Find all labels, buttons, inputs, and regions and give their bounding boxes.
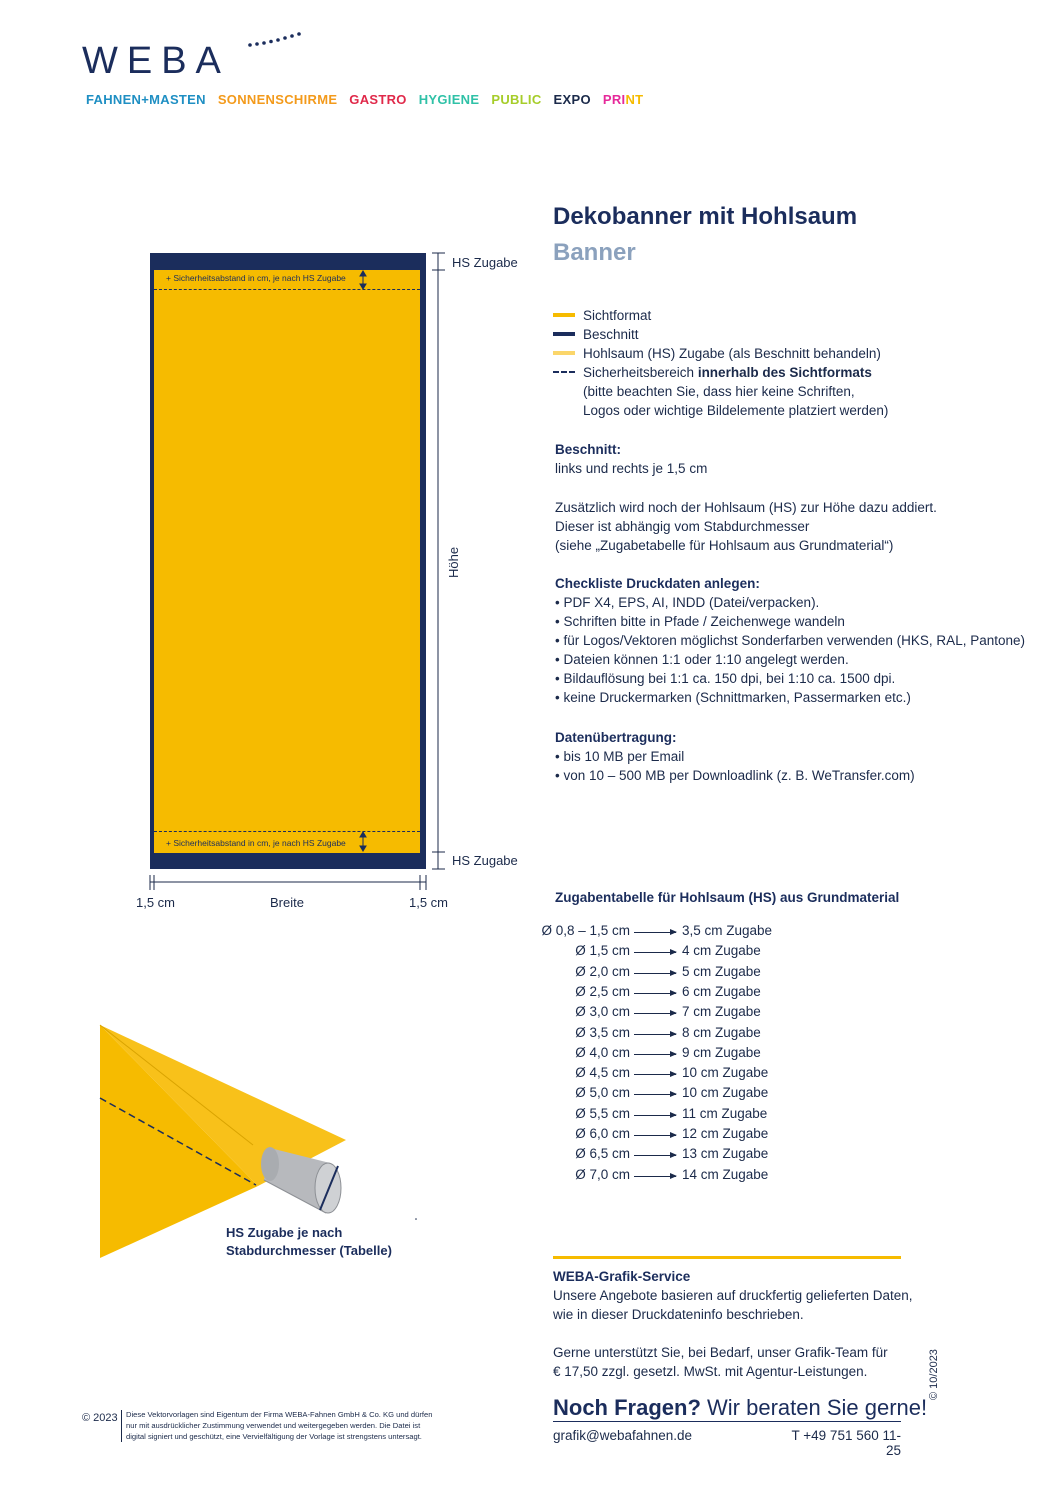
zugabe-cell: 5 cm Zugabe [682,963,761,979]
category-fahnen-masten[interactable]: FAHNEN+MASTEN [86,92,206,107]
question-rest: Wir beraten Sie gerne! [700,1395,928,1420]
diameter-cell: Ø 5,0 cm [575,1085,630,1101]
diameter-cell: Ø 4,0 cm [575,1044,630,1060]
arrow-right-icon [634,1176,676,1177]
left-dim-label: 1,5 cm [136,895,176,910]
table-row [540,1167,780,1187]
list-item: • keine Druckermarken (Schnittmarken, Passermarken etc.) [555,690,911,705]
question-bold: Noch Fragen? [553,1395,701,1420]
hs-zugabe-bottom-label: HS Zugabe [452,853,518,868]
hs-caption [226,1224,392,1260]
zugabe-cell: 12 cm Zugabe [682,1126,769,1141]
diameter-cell: Ø 4,5 cm [575,1065,630,1081]
hoehe-label: Höhe [446,546,461,578]
safety-label-bottom: + Sicherheitsabstand in cm, je nach HS Zugabe [166,838,346,848]
diameter-cell: Ø 5,5 cm [575,1105,630,1121]
list-item: • PDF X4, EPS, AI, INDD (Datei/verpacken). [555,595,820,610]
contact-divider [553,1421,901,1422]
breite-label: Breite [270,895,304,910]
diameter-cell: Ø 1,5 cm [575,943,630,959]
zugabe-table-title: Zugabentabelle für Hohlsaum (HS) aus Grundmaterial [555,890,900,905]
legend-label: Beschnitt [583,327,639,342]
diameter-cell: Ø 3,5 cm [575,1024,630,1040]
list-item: • Bildauflösung bei 1:1 ca. 150 dpi, bei 1:10 ca. 1500 dpi. [555,671,896,686]
arrow-right-icon [634,1135,676,1136]
zugabe-cell: 4 cm Zugabe [682,943,761,959]
service-heading: WEBA-Grafik-Service [553,1269,691,1284]
zusatz-line: Dieser ist abhängig vom Stabdurchmesser [555,519,810,534]
diameter-cell: Ø 7,0 cm [575,1166,630,1182]
right-dim-label: 1,5 cm [409,895,449,910]
hs-zugabe-top-label: HS Zugabe [452,255,518,270]
table-row [540,1085,780,1105]
zugabe-cell: 6 cm Zugabe [682,983,761,999]
hs-caption-line: HS Zugabe je nach [226,1225,343,1240]
service-line: Gerne unterstützt Sie, bei Bedarf, unser Grafik-Team für [553,1345,888,1360]
table-row [540,1025,780,1045]
table-row [540,1045,780,1065]
checkliste-heading: Checkliste Druckdaten anlegen: [555,576,760,591]
list-item: • Dateien können 1:1 oder 1:10 angelegt werden. [555,652,849,667]
diameter-cell: Ø 2,5 cm [575,983,630,999]
category-print-part-2: NT [625,92,644,107]
category-print-part-1: PRI [602,92,626,107]
table-row [540,1004,780,1024]
zugabe-cell: 11 cm Zugabe [682,1105,768,1121]
list-item: • bis 10 MB per Email [555,749,685,764]
table-row [540,923,780,943]
safety-label-top: + Sicherheitsabstand in cm, je nach HS Zugabe [166,273,346,283]
legal-notice [126,1409,446,1442]
arrow-right-icon [634,993,676,994]
diameter-cell: Ø 0,8 – 1,5 cm [541,923,630,938]
zusatz-line: (siehe „Zugabetabelle für Hohlsaum aus Grundmaterial“) [555,538,894,553]
safety-note: Logos oder wichtige Bildelemente platziert werden) [583,403,889,418]
table-row [540,943,780,963]
datenuebertragung-heading: Datenübertragung: [555,730,677,745]
safety-note: (bitte beachten Sie, dass hier keine Schriften, [583,384,855,399]
arrow-right-icon [634,1074,676,1075]
table-row [540,984,780,1004]
hs-caption-line: Stabdurchmesser (Tabelle) [226,1243,392,1258]
diameter-cell: Ø 2,0 cm [575,963,630,979]
service-section [553,1267,913,1381]
diameter-cell: Ø 6,0 cm [575,1126,630,1141]
arrow-right-icon [634,1054,676,1055]
arrow-right-icon [634,952,676,953]
diameter-cell: Ø 3,0 cm [575,1004,630,1020]
diameter-cell: Ø 6,5 cm [575,1146,630,1162]
zugabe-cell: 7 cm Zugabe [682,1004,761,1020]
legal-line: digital signiert und geschützt, eine Vervielfältigung der Vorlage ist strengstens untersagt. [126,1432,422,1441]
table-row [540,1065,780,1085]
arrow-right-icon [634,1094,676,1095]
zugabe-cell: 10 cm Zugabe [682,1065,769,1081]
copyright: © 2023 [82,1412,118,1424]
arrow-right-icon [634,932,676,933]
category-expo[interactable]: EXPO [553,92,591,107]
legend-label: Hohlsaum (HS) Zugabe (als Beschnitt behandeln) [583,346,881,361]
beschnitt-text: links und rechts je 1,5 cm [555,461,708,476]
category-public[interactable]: PUBLIC [491,92,542,107]
arrow-right-icon [634,1155,676,1156]
category-gastro[interactable]: GASTRO [349,92,407,107]
list-item: • für Logos/Vektoren möglichst Sonderfarben verwenden (HKS, RAL, Pantone) [555,633,1025,648]
zugabe-cell: 8 cm Zugabe [682,1024,761,1040]
arrow-right-icon [634,1115,676,1116]
weba-logo: WEBA [82,40,230,82]
contact-phone[interactable]: T +49 751 560 11-25 [791,1428,901,1458]
zugabe-cell: 9 cm Zugabe [682,1044,761,1060]
footer-divider [121,1410,122,1442]
rod-icon [261,1147,341,1213]
service-line: Unsere Angebote basieren auf druckfertig gelieferten Daten, [553,1288,913,1303]
arrow-right-icon [634,973,676,974]
arrow-right-icon [634,1013,676,1014]
zugabe-cell: 3,5 cm Zugabe [682,923,773,938]
page-subtitle: Banner [553,239,636,266]
service-line: wie in dieser Druckdateninfo beschrieben. [553,1307,804,1322]
version-label: © 10/2023 [928,1349,940,1400]
contact-email[interactable]: grafik@webafahnen.de [553,1428,693,1443]
service-divider [553,1256,901,1259]
arrow-right-icon [634,1034,676,1035]
page-title: Dekobanner mit Hohlsaum [553,203,858,230]
list-item: • von 10 – 500 MB per Downloadlink (z. B. WeTransfer.com) [555,768,915,783]
legend-label: Sichtformat [583,308,652,323]
service-line: € 17,50 zzgl. gesetzl. MwSt. mit Agentur-Leistungen. [553,1364,868,1379]
safety-bold: innerhalb des Sichtformats [697,365,872,380]
zugabe-cell: 14 cm Zugabe [682,1166,769,1182]
legal-line: Diese Vektorvorlagen sind Eigentum der Firma WEBA-Fahnen GmbH & Co. KG und dürfen [126,1410,433,1419]
zusatz-line: Zusätzlich wird noch der Hohlsaum (HS) zur Höhe dazu addiert. [555,500,937,515]
list-item: • Schriften bitte in Pfade / Zeichenwege wandeln [555,614,845,629]
table-row [540,964,780,984]
table-row [540,1106,780,1126]
safety-prefix: Sicherheitsbereich [583,365,698,380]
zugabe-cell: 10 cm Zugabe [682,1085,769,1101]
category-hygiene[interactable]: HYGIENE [418,92,480,107]
table-row [540,1126,780,1146]
category-sonnenschirme[interactable]: SONNENSCHIRME [217,92,338,107]
zugabe-cell: 13 cm Zugabe [682,1146,769,1162]
legal-line: nur mit ausdrücklicher Zustimmung verwendet und weitergegeben werden. Die Datei ist [126,1421,421,1430]
contact-question [553,1395,927,1421]
beschnitt-heading: Beschnitt: [555,442,622,457]
table-row [540,1146,780,1166]
